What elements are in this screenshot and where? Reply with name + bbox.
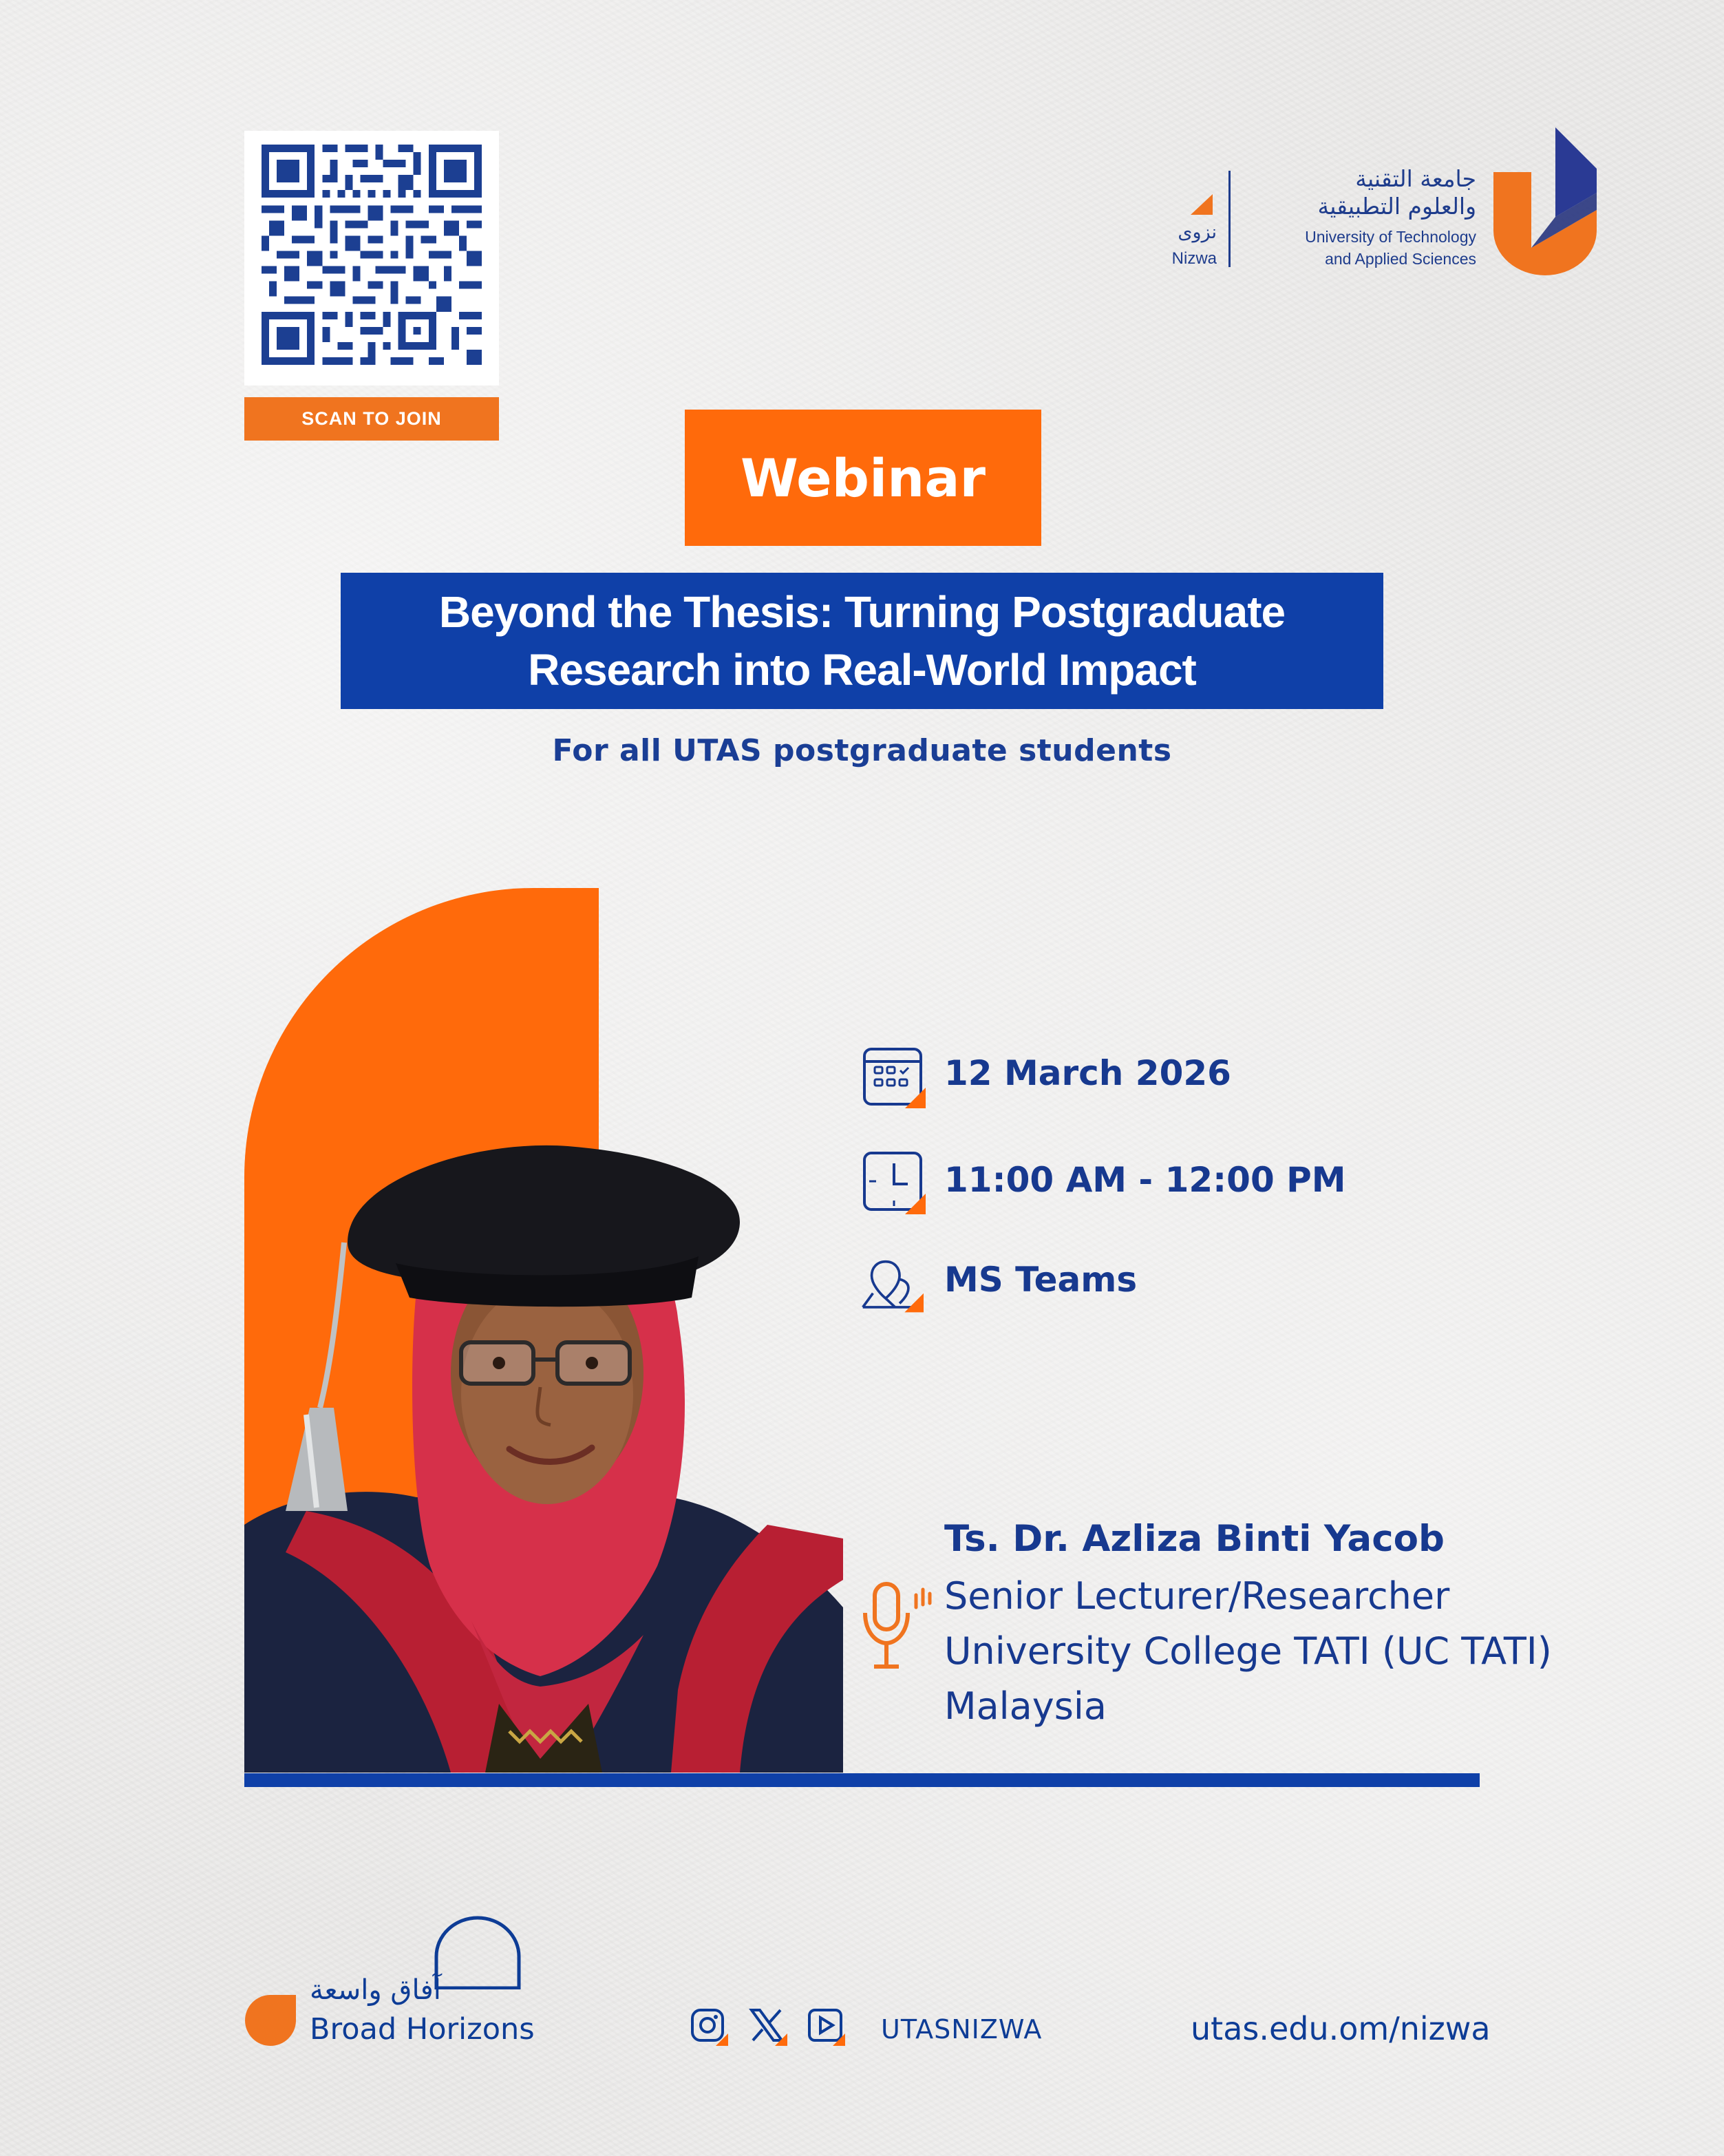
speaker-institution: University College TATI (UC TATI): [944, 1629, 1552, 1673]
event-title-line1: Beyond the Thesis: Turning Postgraduate: [438, 587, 1286, 637]
microphone-icon: [857, 1580, 933, 1673]
university-name-english: [1305, 226, 1476, 270]
utas-logo-icon: [1493, 127, 1597, 275]
event-title-line2: Research into Real-World Impact: [528, 645, 1196, 695]
event-audience: For all UTAS postgraduate students: [552, 733, 1172, 768]
logo-divider: [1228, 171, 1231, 267]
broad-horizons-arc-icon: [432, 1914, 532, 1989]
website-link[interactable]: utas.edu.om/nizwa: [1191, 2010, 1491, 2047]
qr-code[interactable]: [244, 131, 499, 385]
qr-code-pattern: [262, 145, 482, 365]
university-name-arabic-line1: جامعة التقنية: [1355, 165, 1476, 192]
speaker-name: Ts. Dr. Azliza Binti Yacob: [944, 1518, 1445, 1560]
event-type-badge: Webinar: [685, 410, 1041, 546]
scan-to-join-label: SCAN TO JOIN: [244, 397, 499, 441]
tagline-arabic: آفاق واسعة: [310, 1974, 441, 2006]
speaker-role: Senior Lecturer/Researcher: [944, 1574, 1450, 1618]
instagram-icon[interactable]: [690, 2007, 728, 2046]
university-name-english-line2: and Applied Sciences: [1325, 250, 1476, 268]
youtube-icon[interactable]: [807, 2007, 845, 2046]
broad-horizons-logo-icon: [244, 1995, 296, 2047]
event-date: 12 March 2026: [944, 1053, 1231, 1093]
university-name-english-line1: University of Technology: [1305, 228, 1476, 246]
branch-name-arabic: نزوى: [1178, 222, 1217, 243]
clock-icon: [862, 1151, 926, 1214]
speaker-country: Malaysia: [944, 1684, 1107, 1728]
x-icon[interactable]: [749, 2007, 787, 2046]
accent-underline: [244, 1773, 1480, 1787]
calendar-icon: [862, 1045, 926, 1108]
university-name-arabic-line2: والعلوم التطبيقية: [1317, 193, 1476, 220]
tagline-english: Broad Horizons: [310, 2012, 535, 2047]
university-name-arabic: [1318, 165, 1476, 220]
event-title: [341, 573, 1383, 709]
social-handle[interactable]: UTASNIZWA: [881, 2014, 1043, 2044]
location-icon: [860, 1251, 924, 1315]
event-time: 11:00 AM - 12:00 PM: [944, 1160, 1346, 1200]
speaker-photo: [244, 1139, 843, 1773]
event-venue: MS Teams: [944, 1260, 1138, 1300]
branch-name-english: Nizwa: [1171, 249, 1217, 268]
nizwa-triangle-icon: [1191, 194, 1213, 215]
